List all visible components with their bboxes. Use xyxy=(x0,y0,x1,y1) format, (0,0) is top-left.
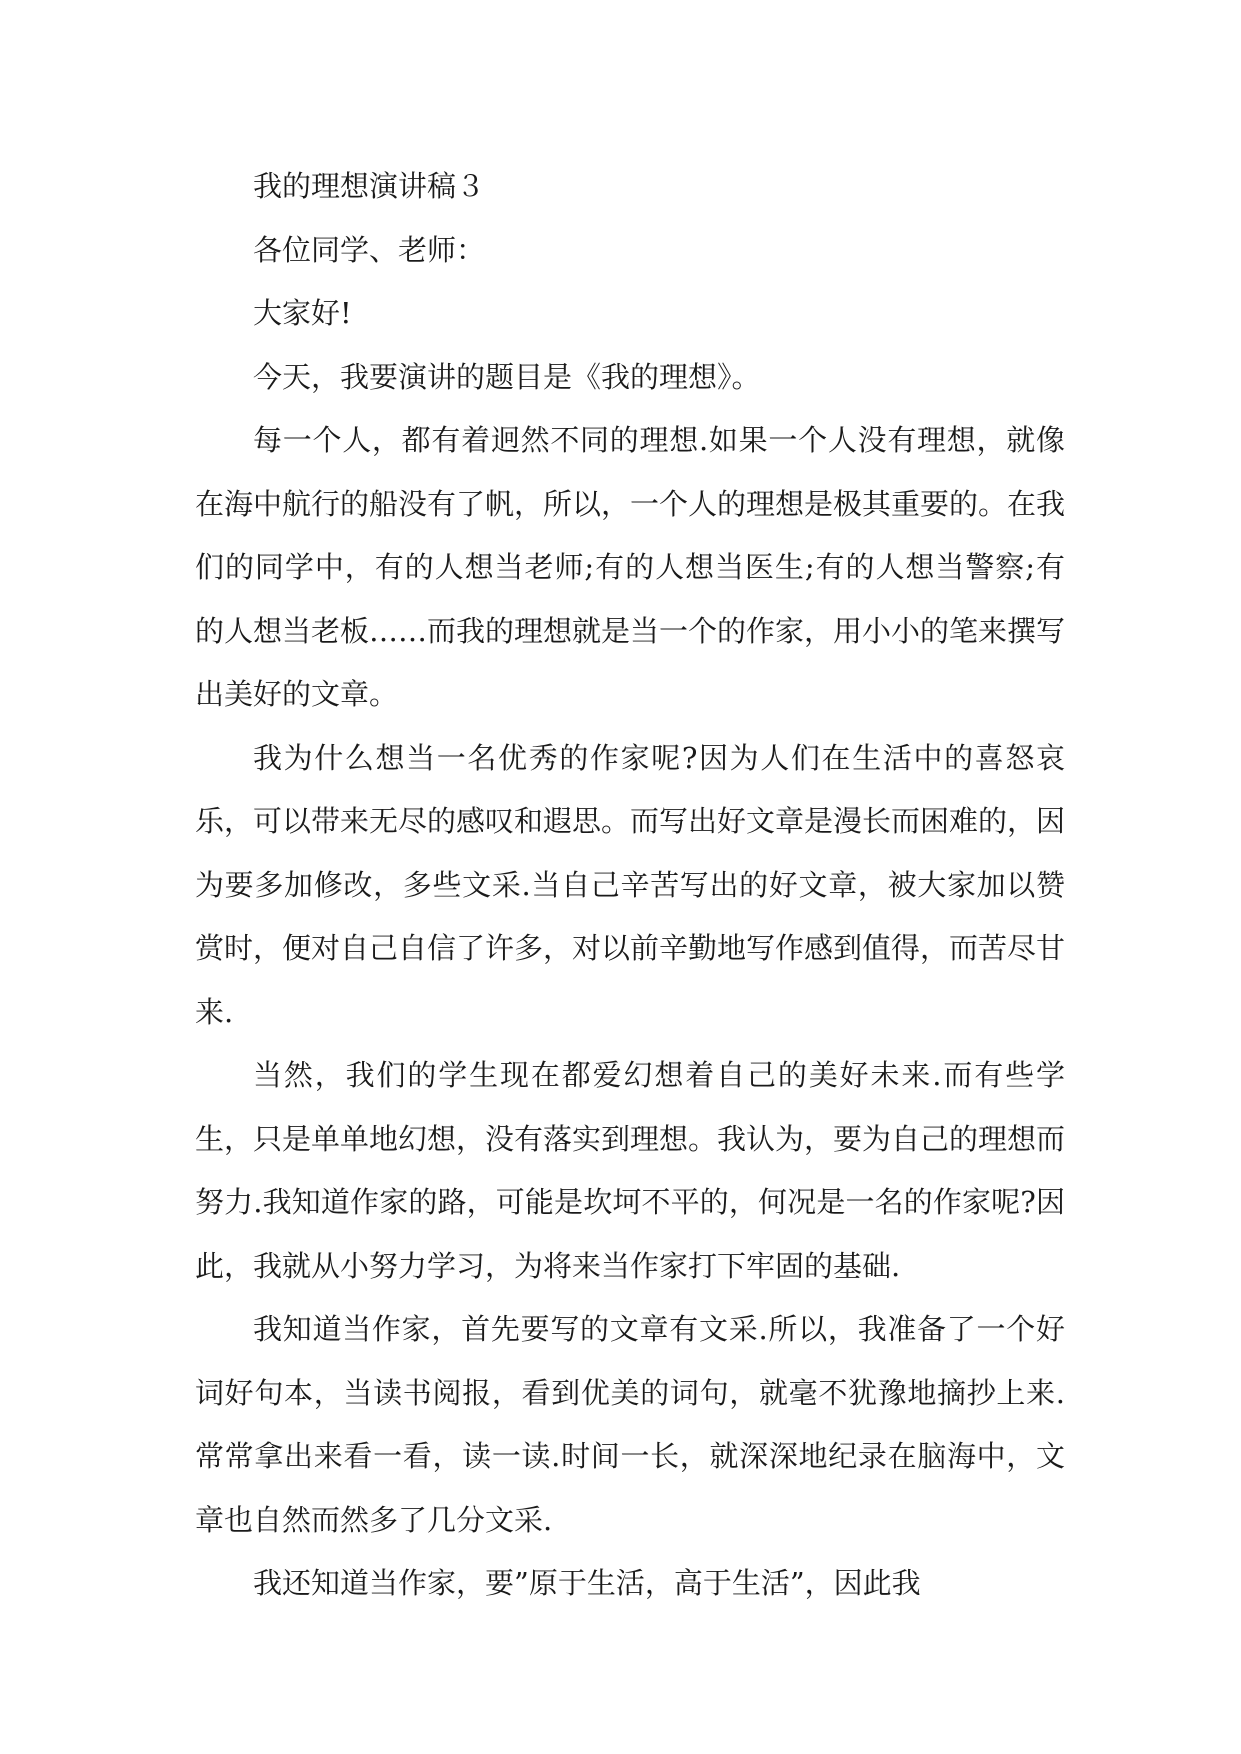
topic-intro-paragraph: 今天，我要演讲的题目是《我的理想》。 xyxy=(253,359,761,394)
body-paragraph: 我还知道当作家，要”原于生活，高于生活”，因此我 xyxy=(253,1566,921,1600)
body-paragraph: 当然，我们的学生现在都爱幻想着自己的美好未来.而有些学生，只是单单地幻想，没有落实到理想。我认为，要为自己的理想而努力.我知道作家的路，可能是坎坷不平的，何况是一名的作家呢?因此，我就从小努力学习，为将来当作家打下牢固的基础. xyxy=(195,1058,1066,1283)
greeting-audience: 各位同学、老师： xyxy=(253,232,486,267)
speech-title: 我的理想演讲稿３ xyxy=(253,169,486,203)
body-paragraph: 我为什么想当一名优秀的作家呢?因为人们在生活中的喜怒哀乐，可以带来无尽的感叹和遐思。而写出好文章是漫长而困难的，因为要多加修改，多些文采.当自己辛苦写出的好文章，被大家加以赞赏时，便对自己自信了许多，对以前辛勤地写作感到值得，而苦尽甘来. xyxy=(195,740,1066,1029)
greeting-hello: 大家好! xyxy=(253,296,352,330)
body-paragraph: 我知道当作家，首先要写的文章有文采.所以，我准备了一个好词好句本，当读书阅报，看到优美的词句，就毫不犹豫地摘抄上来.常常拿出来看一看，读一读.时间一长，就深深地纪录在脑海中，文章也自然而然多了几分文采. xyxy=(195,1312,1065,1537)
speech-document xyxy=(195,155,1065,1616)
body-paragraph: 每一个人，都有着迥然不同的理想.如果一个人没有理想，就像在海中航行的船没有了帆，所以，一个人的理想是极其重要的。在我们的同学中，有的人想当老师;有的人想当医生;有的人想当警察;有的人想当老板……而我的理想就是当一个的作家，用小小的笔来撰写出美好的文章。 xyxy=(195,423,1066,711)
